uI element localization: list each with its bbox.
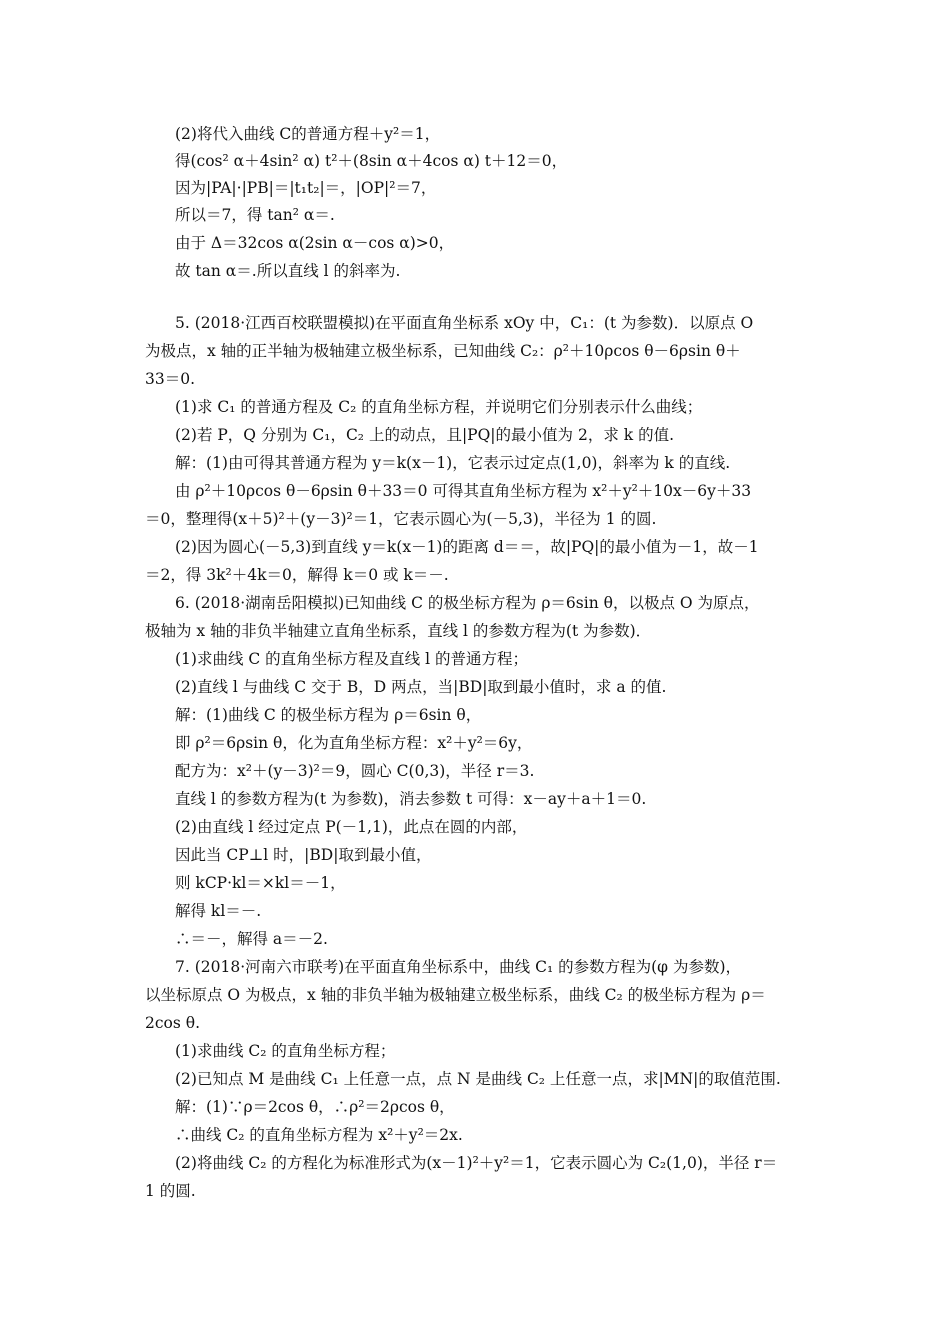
text-line: 极轴为 x 轴的非负半轴建立直角坐标系，直线 l 的参数方程为(t 为参数)． [145, 622, 652, 640]
question-5-title: 5. (2018·江西百校联盟模拟)在平面直角坐标系 xOy 中，C₁：(t 为参数)．以原点 O [175, 314, 754, 332]
text-line: 因为|PA|·|PB|＝|t₁t₂|＝，|OP|²＝7， [175, 179, 437, 197]
text-line: 2cos θ. [145, 1014, 201, 1032]
text-line: 为极点，x 轴的正半轴为极轴建立极坐标系，已知曲线 C₂：ρ²＋10ρcos θ－6ρsin θ＋ [145, 342, 741, 360]
text-line: (2)直线 l 与曲线 C 交于 B，D 两点，当|BD|取到最小值时，求 a 的值. [175, 678, 667, 696]
text-line: ∴曲线 C₂ 的直角坐标方程为 x²＋y²＝2x. [175, 1126, 463, 1144]
text-line: 配方为：x²＋(y－3)²＝9，圆心 C(0,3)，半径 r＝3. [175, 762, 535, 780]
text-line: 由 ρ²＋10ρcos θ－6ρsin θ＋33＝0 可得其直角坐标方程为 x²＋y²＋10x－6y＋33 [175, 482, 752, 500]
text-line: 因此当 CP⊥l 时，|BD|取到最小值， [175, 846, 432, 864]
text-line: (2)已知点 M 是曲线 C₁ 上任意一点，点 N 是曲线 C₂ 上任意一点，求|MN|的取值范围. [175, 1070, 781, 1088]
text-line: 解：(1)∵ρ＝2cos θ，∴ρ²＝2ρcos θ， [175, 1098, 455, 1116]
text-line: 故 tan α＝.所以直线 l 的斜率为. [175, 262, 401, 280]
text-line: (2)将代入曲线 C的普通方程＋y²＝1， [175, 125, 441, 143]
text-line: 由于 Δ＝32cos α(2sin α－cos α)>0， [175, 234, 455, 252]
text-line: (2)将曲线 C₂ 的方程化为标准形式为(x－1)²＋y²＝1，它表示圆心为 C₂(1,0)，半径 r＝ [175, 1154, 778, 1172]
text-line: 解得 kl＝－. [175, 902, 262, 920]
text-line: (2)由直线 l 经过定点 P(－1,1)，此点在圆的内部， [175, 818, 528, 836]
text-line: 解：(1)由可得其普通方程为 y＝k(x－1)，它表示过定点(1,0)，斜率为 k 的直线. [175, 454, 731, 472]
text-line: (1)求曲线 C₂ 的直角坐标方程； [175, 1042, 396, 1060]
text-line: (2)因为圆心(－5,3)到直线 y＝k(x－1)的距离 d＝＝，故|PQ|的最小值为－1，故－1 [175, 538, 759, 556]
text-line: 则 kCP·kl＝×kl＝－1， [175, 874, 346, 892]
text-line: 解：(1)曲线 C 的极坐标方程为 ρ＝6sin θ， [175, 706, 482, 724]
text-line: ＝2，得 3k²＋4k＝0，解得 k＝0 或 k＝－. [145, 566, 449, 584]
text-line: 直线 l 的参数方程为(t 为参数)，消去参数 t 可得：x－ay＋a＋1＝0. [175, 790, 647, 808]
text-line: 即 ρ²＝6ρsin θ，化为直角坐标方程：x²＋y²＝6y， [175, 734, 533, 752]
text-line: (1)求曲线 C 的直角坐标方程及直线 l 的普通方程； [175, 650, 528, 668]
text-line: (2)若 P，Q 分别为 C₁，C₂ 上的动点，且|PQ|的最小值为 2，求 k 的值. [175, 426, 674, 444]
text-line: ∴＝－，解得 a＝－2. [175, 930, 328, 948]
text-line: 所以＝7，得 tan² α＝. [175, 206, 335, 224]
text-line: 得(cos² α＋4sin² α) t²＋(8sin α＋4cos α) t＋12＝0， [175, 152, 568, 170]
text-line: 1 的圆. [145, 1182, 196, 1200]
text-line: 以坐标原点 O 为极点，x 轴的非负半轴为极轴建立极坐标系，曲线 C₂ 的极坐标方程为 ρ＝ [145, 986, 766, 1004]
text-line: ＝0，整理得(x＋5)²＋(y－3)²＝1，它表示圆心为(－5,3)，半径为 1 的圆. [145, 510, 657, 528]
question-7-title: 7. (2018·河南六市联考)在平面直角坐标系中，曲线 C₁ 的参数方程为(φ 为参数)， [175, 958, 741, 976]
question-6-title: 6. (2018·湖南岳阳模拟)已知曲线 C 的极坐标方程为 ρ＝6sin θ，以极点 O 为原点， [175, 594, 760, 612]
text-line: (1)求 C₁ 的普通方程及 C₂ 的直角坐标方程，并说明它们分别表示什么曲线； [175, 398, 703, 416]
text-line: 33＝0. [145, 370, 196, 388]
